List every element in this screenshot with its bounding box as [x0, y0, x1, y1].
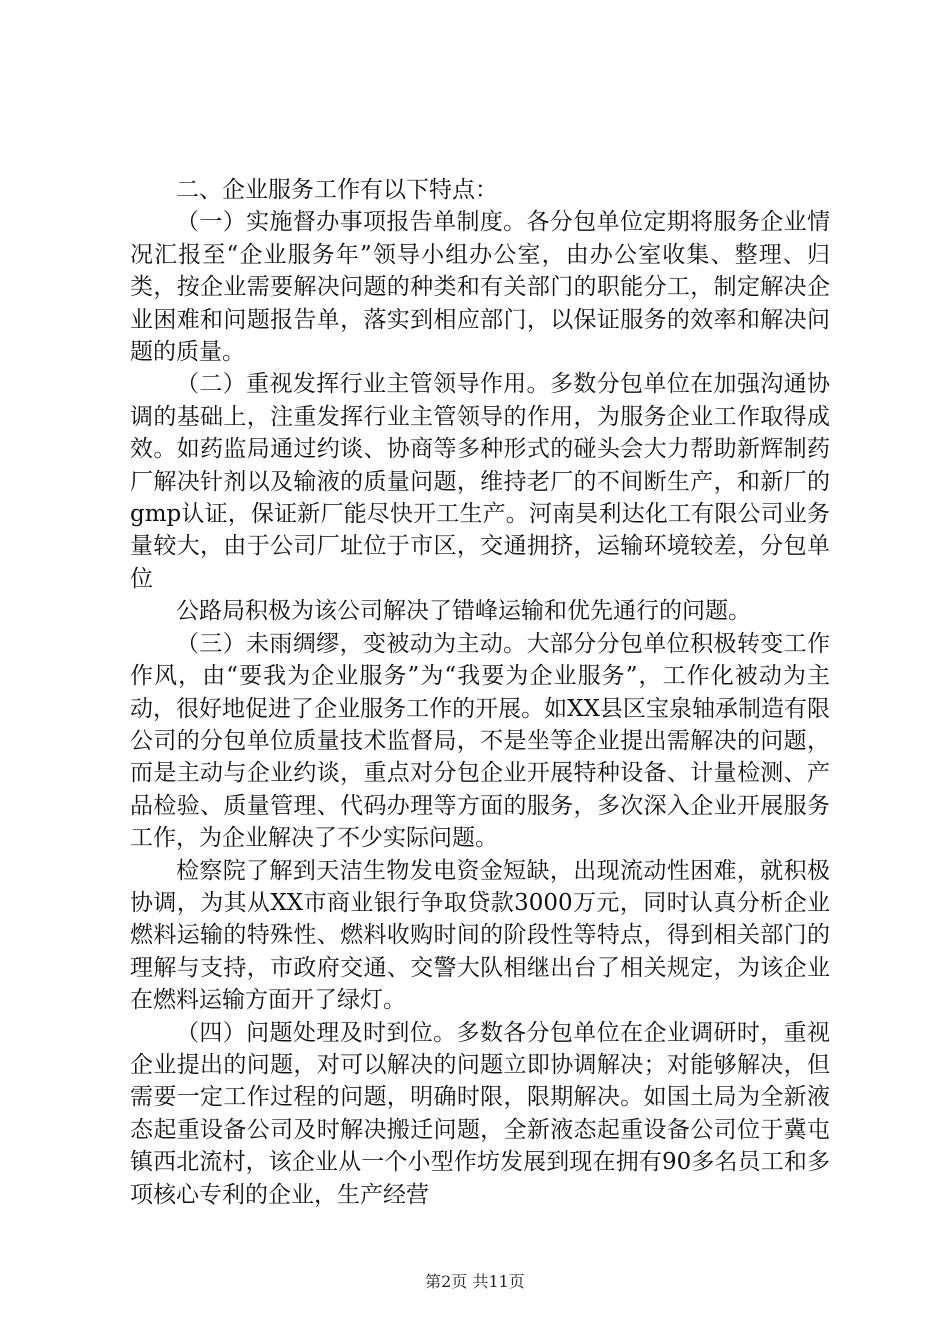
paragraph-item-3-example: 检察院了解到天洁生物发电资金短缺，出现流动性困难，就积极协调，为其从XX市商业银行争取贷款3000万元，同时认真分析企业燃料运输的特殊性、燃料收购时间的阶段性等特点，得到相关部门的理解与支持，市政府交通、交警大队相继出台了相关规定，为该企业在燃料运输方面开了绿灯。 [130, 857, 830, 1014]
paragraph-item-1: （一）实施督办事项报告单制度。各分包单位定期将服务企业情况汇报至“企业服务年”领导小组办公室，由办公室收集、整理、归类，按企业需要解决问题的种类和有关部门的职能分工，制定解决企业困难和问题报告单，落实到相应部门，以保证服务的效率和解决问题的质量。 [130, 209, 830, 366]
paragraph-item-2: （二）重视发挥行业主管领导作用。多数分包单位在加强沟通协调的基础上，注重发挥行业主管领导的作用，为服务企业工作取得成效。如药监局通过约谈、协商等多种形式的碰头会大力帮助新辉制药厂解决针剂以及输液的质量问题，维持老厂的不间断生产，和新厂的gmp认证，保证新厂能尽快开工生产。河南昊利达化工有限公司业务量较大，由于公司厂址位于市区，交通拥挤，运输环境较差，分包单位 [130, 371, 830, 592]
paragraph-heading: 二、企业服务工作有以下特点： [176, 177, 498, 203]
paragraph-item-2-continued: 公路局积极为该公司解决了错峰运输和优先通行的问题。 [176, 598, 751, 625]
paragraph-item-3: （三）未雨绸缪，变被动为主动。大部分分包单位积极转变工作作风，由“要我为企业服务”为“我要为企业服务”，工作化被动为主动，很好地促进了企业服务工作的开展。如XX县区宝泉轴承制造有限公司的分包单位质量技术监督局，不是坐等企业提出需解决的问题，而是主动与企业约谈，重点对分包企业开展特种设备、计量检测、产品检验、质量管理、代码办理等方面的服务，多次深入企业开展服务工作，为企业解决了不少实际问题。 [130, 630, 830, 852]
page-number-footer: 第2页 共11页 [425, 1272, 525, 1291]
document-body [130, 174, 830, 1211]
paragraph-item-4: （四）问题处理及时到位。多数各分包单位在企业调研时，重视企业提出的问题，对可以解决的问题立即协调解决；对能够解决，但需要一定工作过程的问题，明确时限，限期解决。如国土局为全新液态起重设备公司及时解决搬迁问题，全新液态起重设备公司位于冀屯镇西北流村，该企业从一个小型作坊发展到现在拥有90多名员工和多项核心专利的企业，生产经营 [130, 1019, 830, 1208]
